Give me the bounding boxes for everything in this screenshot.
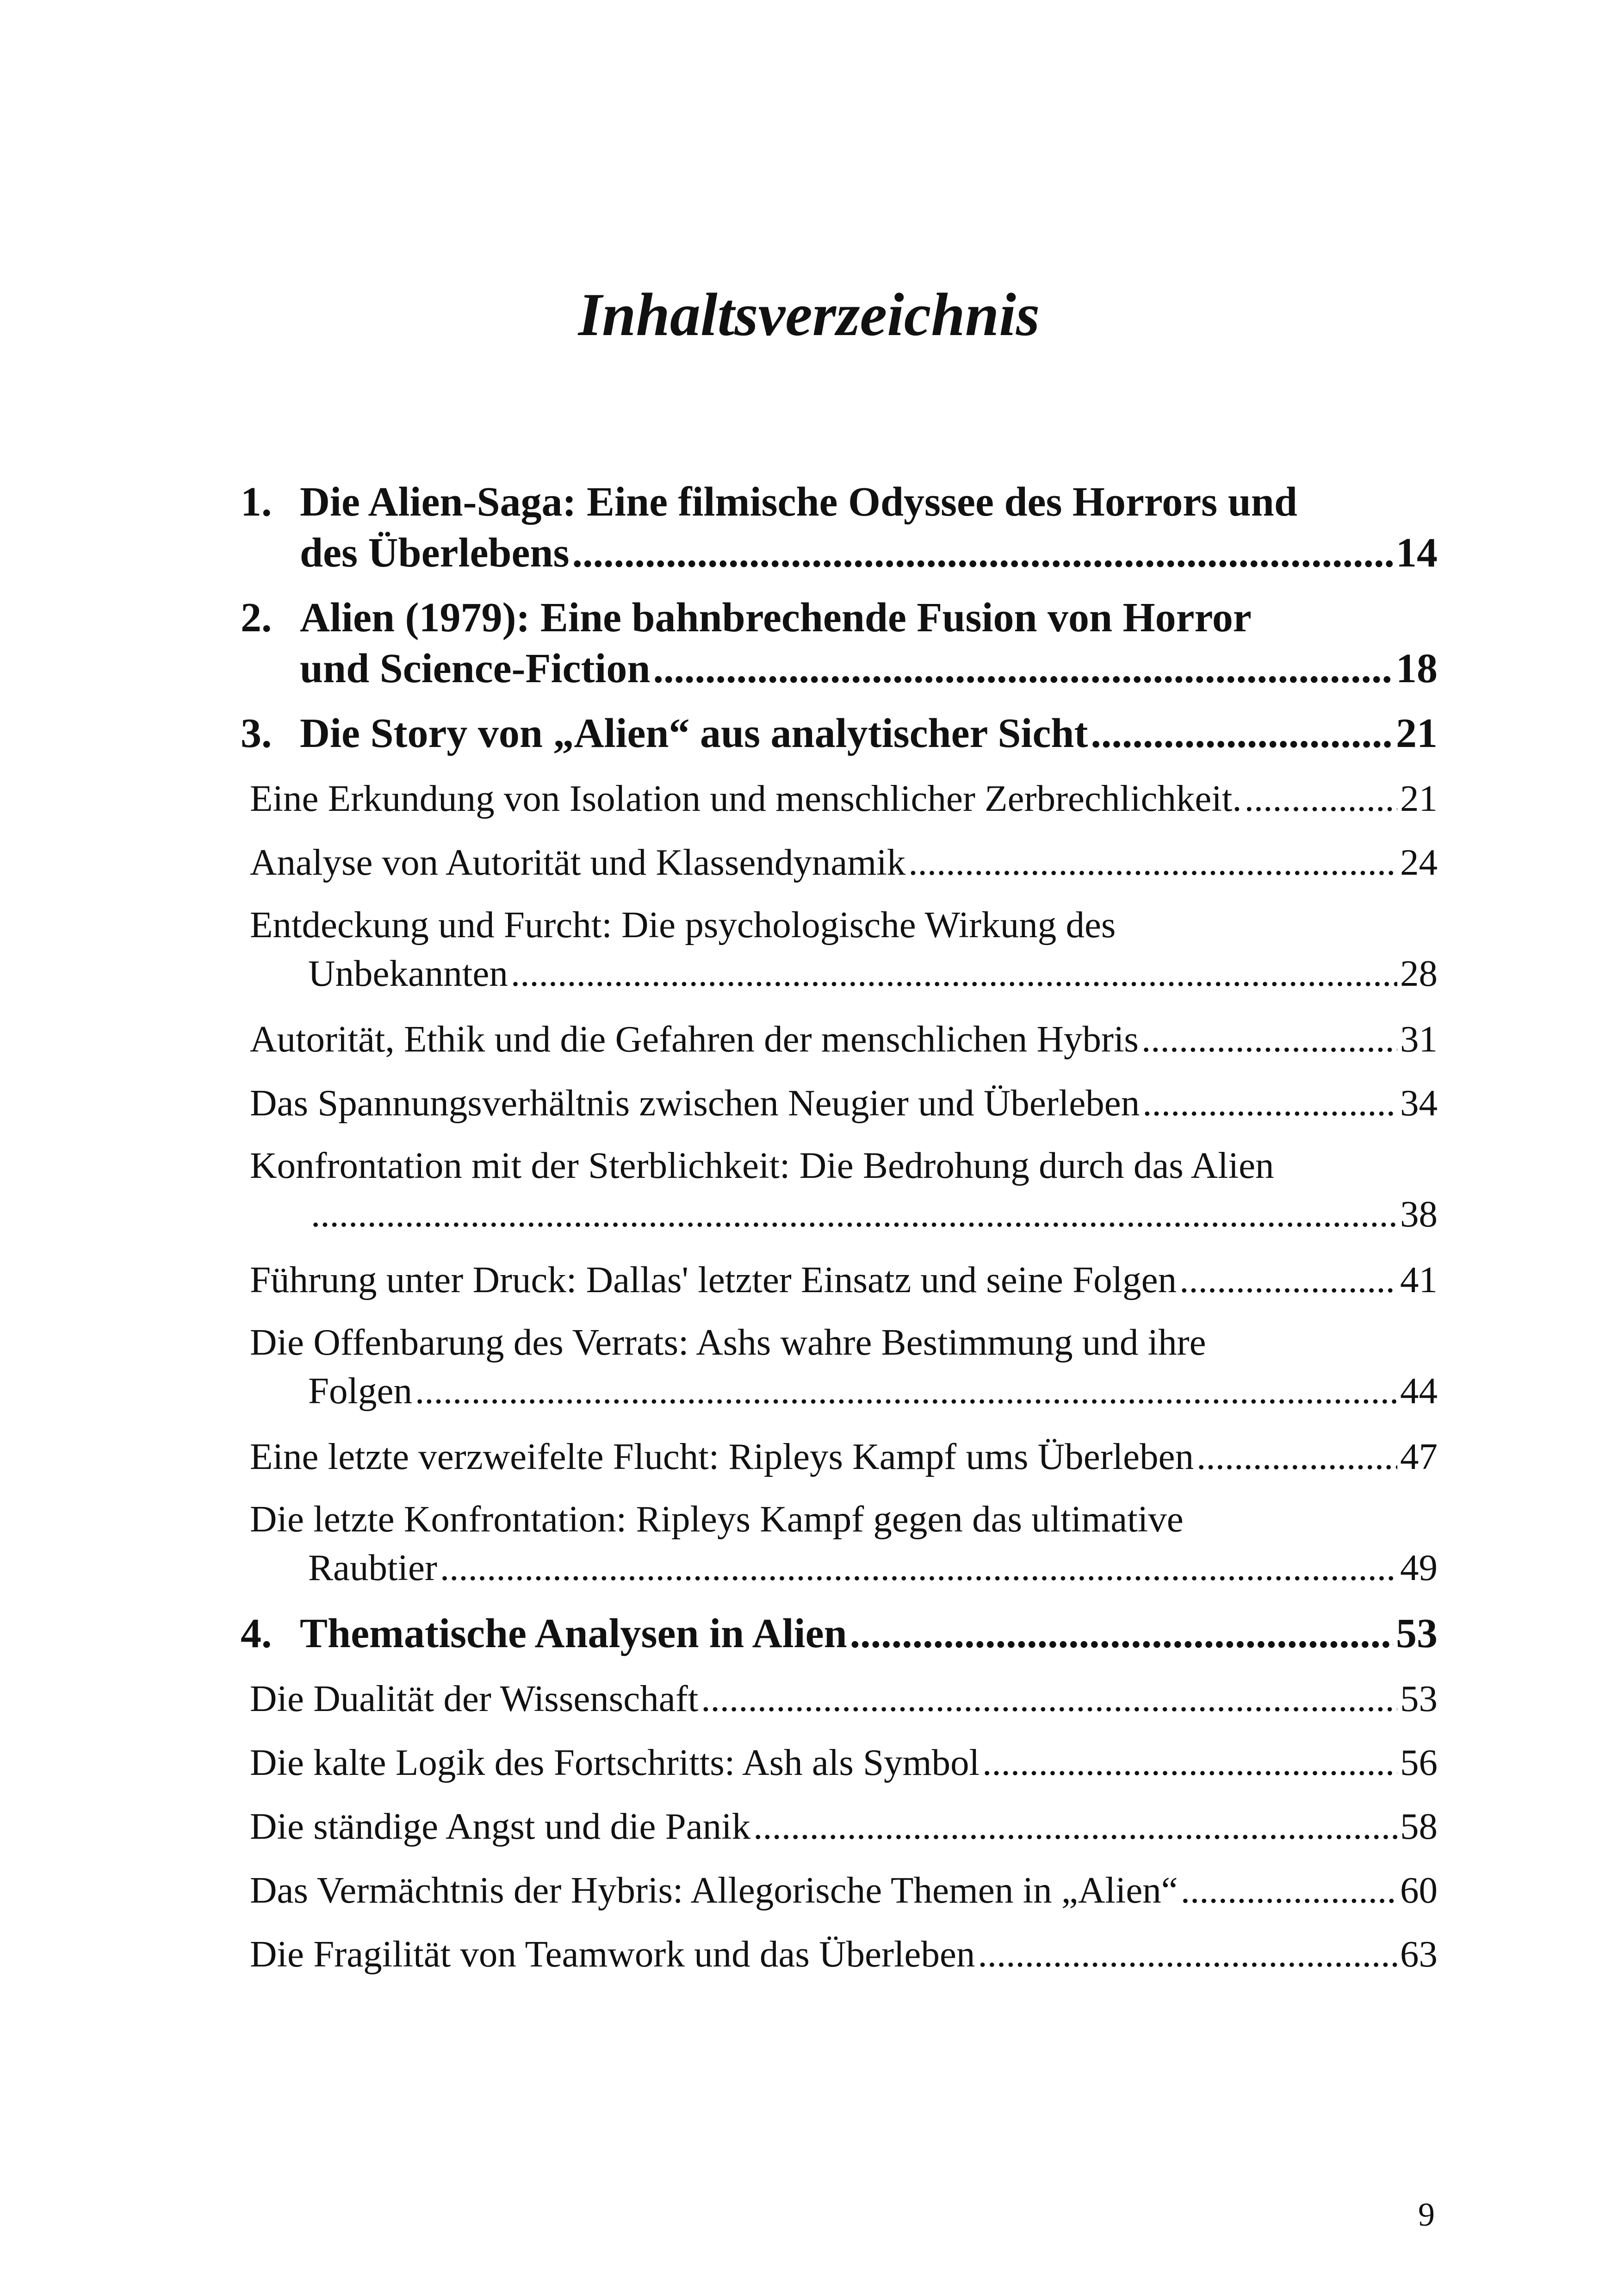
dot-leader: [753, 1801, 1397, 1852]
toc-leader-line: [250, 1929, 1438, 1979]
toc-title-line: Die Alien-Saga: Eine filmische Odyssee des Horrors und: [300, 479, 1297, 525]
page-ref: 53: [1396, 1611, 1438, 1656]
dot-leader: [440, 1543, 1397, 1592]
toc-title: Unbekannten: [308, 952, 508, 994]
toc-leader-line: [300, 708, 1438, 759]
toc-leader-line: [250, 837, 1438, 888]
dot-leader: [1181, 1865, 1397, 1916]
toc-leader-line: [308, 949, 1438, 998]
toc-title: des Überlebens: [300, 530, 570, 576]
toc-title: Analyse von Autorität und Klassendynamik: [250, 841, 906, 883]
toc-leader-line: [250, 773, 1438, 824]
toc-leader-line: [250, 1077, 1438, 1128]
dot-leader: [572, 528, 1394, 579]
toc-title-line: Konfrontation mit der Sterblichkeit: Die Bedrohung durch das Alien: [250, 1145, 1274, 1186]
toc-leader-line: [250, 1801, 1438, 1852]
page-ref: 49: [1400, 1547, 1438, 1588]
page-ref: 24: [1400, 841, 1438, 883]
dot-leader: [978, 1929, 1397, 1979]
toc-title: Eine letzte verzweifelte Flucht: Ripleys Kampf ums Überleben: [250, 1436, 1194, 1477]
toc-title-line: Alien (1979): Eine bahnbrechende Fusion von Horror: [300, 595, 1252, 641]
page-number: 9: [1418, 2196, 1435, 2233]
toc-title-line: Die Offenbarung des Verrats: Ashs wahre Bestimmung und ihre: [250, 1321, 1206, 1363]
page-ref: 21: [1400, 778, 1438, 819]
page-ref: 21: [1396, 710, 1438, 756]
page-ref: 58: [1400, 1805, 1438, 1847]
toc-leader-line: [308, 1367, 1438, 1415]
toc-title: und Science-Fiction: [300, 646, 651, 691]
chapter-number: 2.: [241, 595, 272, 641]
page-ref: 56: [1400, 1742, 1438, 1783]
toc-leader-line: [250, 1431, 1438, 1482]
dot-leader: [850, 1608, 1393, 1659]
toc-leader-line: [250, 1014, 1438, 1064]
toc-title: Die kalte Logik des Fortschritts: Ash als Symbol: [250, 1742, 980, 1783]
dot-leader: [982, 1737, 1397, 1788]
toc-title: Das Vermächtnis der Hybris: Allegorische Themen in „Alien“: [250, 1869, 1178, 1911]
toc-title: Eine Erkundung von Isolation und menschlicher Zerbrechlichkeit.: [250, 778, 1242, 819]
dot-leader: [1142, 1077, 1397, 1128]
toc-leader-line: [308, 1543, 1438, 1592]
toc-title: Die ständige Angst und die Panik: [250, 1805, 751, 1847]
toc-title: Das Spannungsverhältnis zwischen Neugier und Überleben: [250, 1082, 1140, 1124]
dot-leader: [415, 1367, 1397, 1415]
toc-title: Thematische Analysen in Alien: [300, 1611, 847, 1656]
page-ref: 44: [1400, 1370, 1438, 1412]
page-ref: 63: [1400, 1933, 1438, 1975]
page-ref: 53: [1400, 1678, 1438, 1719]
toc-leader-line: [300, 1608, 1438, 1659]
dot-leader: [908, 837, 1397, 888]
dot-leader: [1179, 1254, 1397, 1305]
toc-leader-line: [250, 1254, 1438, 1305]
dot-leader: [311, 1190, 1397, 1238]
page-ref: 31: [1400, 1018, 1438, 1060]
page-ref: 18: [1396, 646, 1438, 691]
chapter-number: 3.: [241, 710, 272, 756]
page-ref: 47: [1400, 1436, 1438, 1477]
toc-title: Folgen: [308, 1370, 413, 1412]
toc-title-line: Die letzte Konfrontation: Ripleys Kampf gegen das ultimative: [250, 1498, 1184, 1540]
dot-leader: [1091, 708, 1393, 759]
dot-leader: [511, 949, 1397, 998]
toc-title: Die Dualität der Wissenschaft: [250, 1678, 699, 1719]
toc-title-line: Entdeckung und Furcht: Die psychologische Wirkung des: [250, 904, 1116, 946]
page-ref: 60: [1400, 1869, 1438, 1911]
dot-leader: [1196, 1431, 1397, 1482]
page-title: Inhaltsverzeichnis: [578, 280, 1040, 348]
toc-title: Die Story von „Alien“ aus analytischer Sicht: [300, 710, 1088, 756]
toc-leader-line: [250, 1865, 1438, 1916]
toc-leader-line: [250, 1673, 1438, 1724]
page-ref: 38: [1400, 1193, 1438, 1235]
dot-leader: [653, 643, 1394, 694]
page-ref: 14: [1396, 530, 1438, 576]
page-ref: 34: [1400, 1082, 1438, 1124]
page-ref: 41: [1400, 1259, 1438, 1300]
toc-title: Führung unter Druck: Dallas' letzter Einsatz und seine Folgen: [250, 1259, 1177, 1300]
dot-leader: [1245, 773, 1397, 824]
toc-leader-line: [300, 643, 1438, 694]
toc-leader-line: [300, 528, 1438, 579]
toc-leader-line: [250, 1737, 1438, 1788]
dot-leader: [701, 1673, 1397, 1724]
toc-leader-line: [308, 1190, 1438, 1238]
dot-leader: [1141, 1014, 1397, 1064]
toc-title: Raubtier: [308, 1547, 437, 1588]
chapter-number: 1.: [241, 479, 272, 525]
page-ref: 28: [1400, 952, 1438, 994]
chapter-number: 4.: [241, 1611, 272, 1656]
toc-title: Autorität, Ethik und die Gefahren der menschlichen Hybris: [250, 1018, 1139, 1060]
toc-title: Die Fragilität von Teamwork und das Überleben: [250, 1933, 975, 1975]
